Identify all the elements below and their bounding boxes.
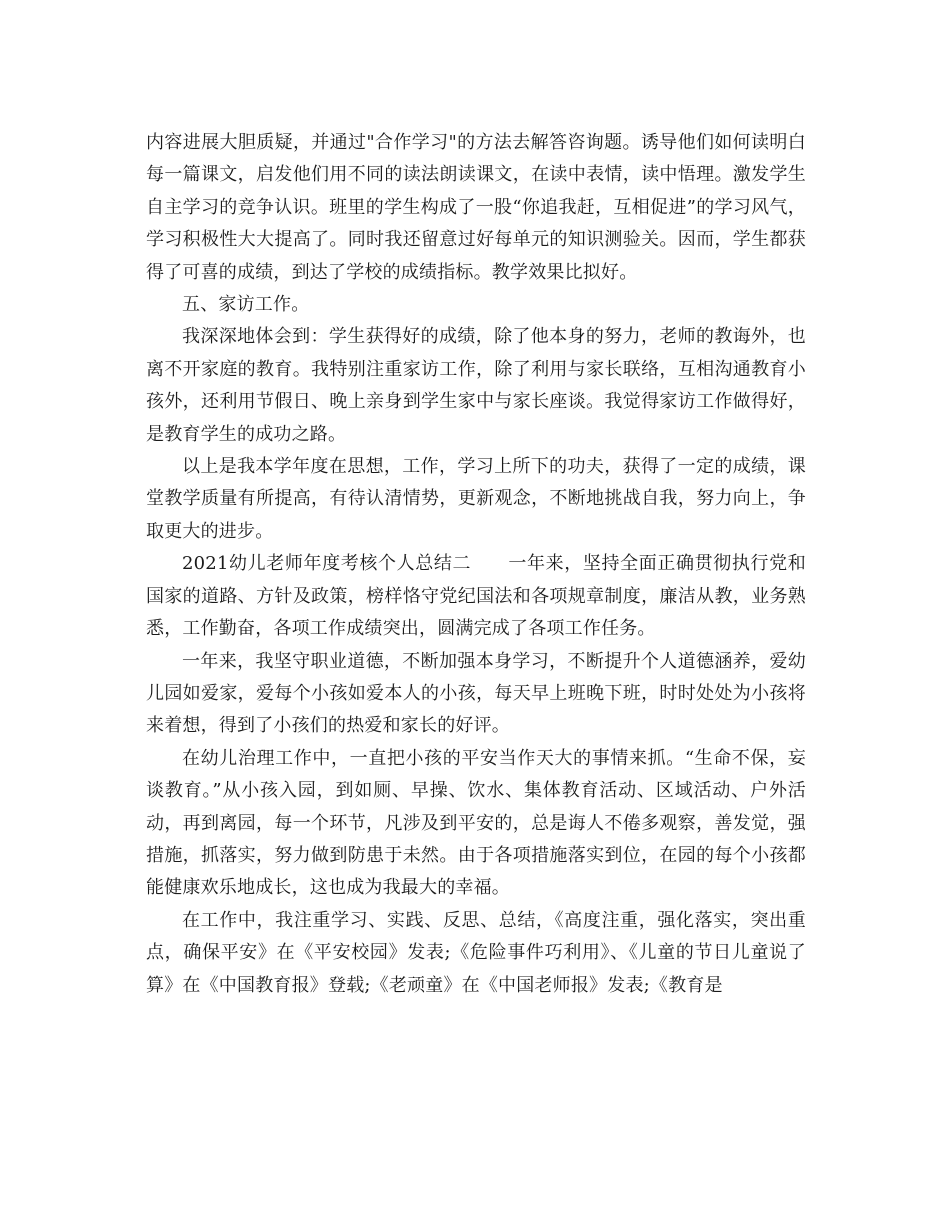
paragraph-6: 一年来，我坚守职业道德，不断加强本身学习，不断提升个人道德涵养，爱幼儿园如爱家，爱每个小孩如爱本人的小孩，每天早上班晚下班，时时处处为小孩将来着想，得到了小孩们的热爱和家长的好评。 [146,650,806,737]
paragraph-5: 2021幼儿老师年度考核个人总结二 一年来，坚持全面正确贯彻执行党和国家的道路、方针及政策，榜样恪守党纪国法和各项规章制度，廉洁从教，业务熟悉，工作勤奋，各项工作成绩突出，圆满完成了各项工作任务。 [146,553,806,640]
paragraph-3: 我深深地体会到：学生获得好的成绩，除了他本身的努力，老师的教诲外，也离不开家庭的教育。我特别注重家访工作，除了利用与家长联络，互相沟通教育小孩外，还利用节假日、晚上亲身到学生家中与家长座谈。我觉得家访工作做得好，是教育学生的成功之路。 [146,326,806,445]
paragraph-1: 内容进展大胆质疑，并通过"合作学习"的方法去解答咨询题。诱导他们如何读明白每一篇课文，启发他们用不同的读法朗读课文，在读中表情，读中悟理。激发学生自主学习的竞争认识。班里的学生构成了一股“你追我赶，互相促进”的学习风气，学习积极性大大提高了。同时我还留意过好每单元的知识测验关。因而，学生都获得了可喜的成绩，到达了学校的成绩指标。教学效果比拟好。 [146,132,806,283]
section-heading-home-visit: 五、家访工作。 [182,294,310,316]
paragraph-8: 在工作中，我注重学习、实践、反思、总结，《高度注重，强化落实，突出重点，确保平安》在《平安校园》发表;《危险事件巧利用》、《儿童的节日儿童说了算》在《中国教育报》登载;《老顽童》在《中国老师报》发表;《教育是 [146,909,806,996]
paragraph-7: 在幼儿治理工作中，一直把小孩的平安当作天大的事情来抓。“生命不保，妄谈教育。”从小孩入园，到如厕、早操、饮水、集体教育活动、区域活动、户外活动，再到离园，每一个环节，凡涉及到平安的，总是诲人不倦多观察，善发觉，强措施，抓落实，努力做到防患于未然。由于各项措施落实到位，在园的每个小孩都能健康欢乐地成长，这也成为我最大的幸福。 [146,747,806,899]
document-body [146,127,806,1002]
paragraph-4: 以上是我本学年度在思想，工作，学习上所下的功夫，获得了一定的成绩，课堂教学质量有所提高，有待认清情势，更新观念，不断地挑战自我，努力向上，争取更大的进步。 [146,456,806,542]
